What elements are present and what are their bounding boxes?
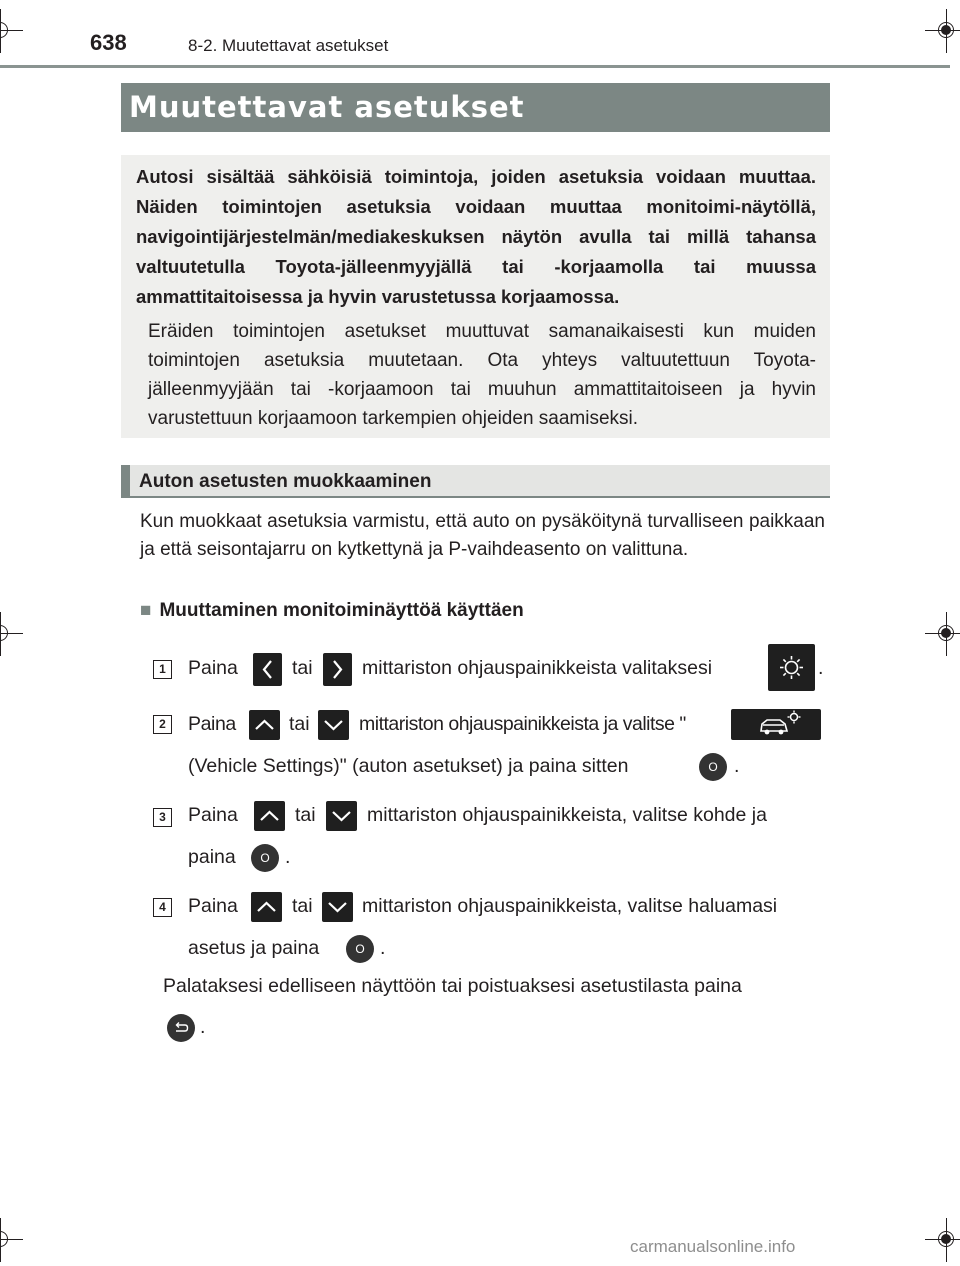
intro-text: Autosi sisältää sähköisiä toimintoja, joiden asetuksia voidaan muuttaa. Näiden toimintojen asetuksia voidaan muuttaa monitoimi-näytöllä, navigointijärjestelmän/mediakeskuksen näytön avulla tai millä tahansa valtuutetulla Toyota-jälleenmyyjällä tai -korjaamolla tai muussa ammattitaitoisessa ja hyvin varustetussa korjaamossa. (136, 166, 816, 307)
step-4-text-e: . (380, 937, 386, 959)
step-number-3: 3 (153, 808, 172, 827)
gear-icon (768, 644, 815, 691)
square-bullet-icon: ■ (140, 600, 152, 621)
chevron-up-icon (254, 801, 285, 831)
subsection-title: Auton asetusten muokkaaminen (139, 471, 432, 492)
watermark: carmanualsonline.info (630, 1237, 796, 1256)
registration-mark (925, 9, 960, 53)
method-heading: ■ Muuttaminen monitoiminäyttöä käyttäen (140, 600, 524, 621)
step-1-text-c: mittariston ohjauspainikkeista valitaksesi (362, 657, 713, 679)
step-2-text-b: tai (289, 713, 310, 735)
chevron-down-icon (322, 892, 353, 922)
step-4-text-d: asetus ja paina (188, 937, 320, 959)
section-reference: 8-2. Muutettavat asetukset (188, 36, 389, 55)
chevron-up-icon (251, 892, 282, 922)
step-2-text-a: Paina (188, 713, 236, 735)
chevron-right-icon (323, 653, 352, 686)
step-2-text-c: mittariston ohjauspainikkeista ja valitse " (359, 713, 686, 735)
chevron-down-icon (318, 710, 349, 740)
step-1-text-a: Paina (188, 657, 238, 679)
step-1-text-d: . (818, 657, 824, 679)
page-number: 638 (90, 30, 127, 55)
intro-box (121, 155, 830, 438)
registration-mark (0, 1218, 23, 1262)
ok-button-icon: O (346, 935, 374, 963)
step-3-text-b: tai (295, 804, 316, 826)
step-3-text-d: paina (188, 846, 236, 868)
ok-button-icon: O (251, 844, 279, 872)
registration-mark (925, 612, 960, 656)
step-number-2: 2 (153, 715, 172, 734)
chevron-left-icon (253, 653, 282, 686)
step-3-text-c: mittariston ohjauspainikkeista, valitse kohde ja (367, 804, 767, 826)
registration-mark (0, 9, 23, 53)
step-3-text-a: Paina (188, 804, 238, 826)
step-number-4: 4 (153, 898, 172, 917)
subsection-paragraph: Kun muokkaat asetuksia varmistu, että auto on pysäköitynä turvalliseen paikkaan ja että seisontajarru on kytkettynä ja P-vaihdeasento on valittuna. (140, 511, 825, 560)
header-rule (0, 65, 950, 68)
closing-text: Palataksesi edelliseen näyttöön tai poistuaksesi asetustilasta paina (163, 975, 742, 997)
step-1-text-b: tai (292, 657, 313, 679)
back-arrow-icon (167, 1014, 195, 1042)
step-4-text-c: mittariston ohjauspainikkeista, valitse haluamasi (362, 895, 778, 917)
subsection-bar (121, 465, 830, 498)
step-2-text-e: . (734, 755, 740, 777)
chevron-down-icon (326, 801, 357, 831)
closing-end: . (200, 1016, 206, 1038)
chevron-up-icon (249, 710, 280, 740)
intro-note: Eräiden toimintojen asetukset muuttuvat samanaikaisesti kun muiden toimintojen asetuksia muutetaan. Ota yhteys valtuutettuun Toyota-jälleenmyyjään tai -korjaamoon tai muuhun ammattitaitoiseen ja hyvin varustettuun korjaamoon tarkempien ohjeiden saamiseksi. (148, 321, 816, 429)
registration-mark (925, 1218, 960, 1262)
step-3-text-e: . (285, 846, 291, 868)
ok-button-icon: O (699, 753, 727, 781)
registration-mark (0, 612, 23, 656)
page-title: Muutettavat asetukset (129, 90, 525, 124)
step-number-1: 1 (153, 660, 172, 679)
step-4-text-b: tai (292, 895, 313, 917)
car-settings-icon (731, 709, 821, 740)
title-bar (121, 83, 830, 132)
step-2-text-d: (Vehicle Settings)" (auton asetukset) ja paina sitten (188, 755, 629, 777)
step-4-text-a: Paina (188, 895, 238, 917)
